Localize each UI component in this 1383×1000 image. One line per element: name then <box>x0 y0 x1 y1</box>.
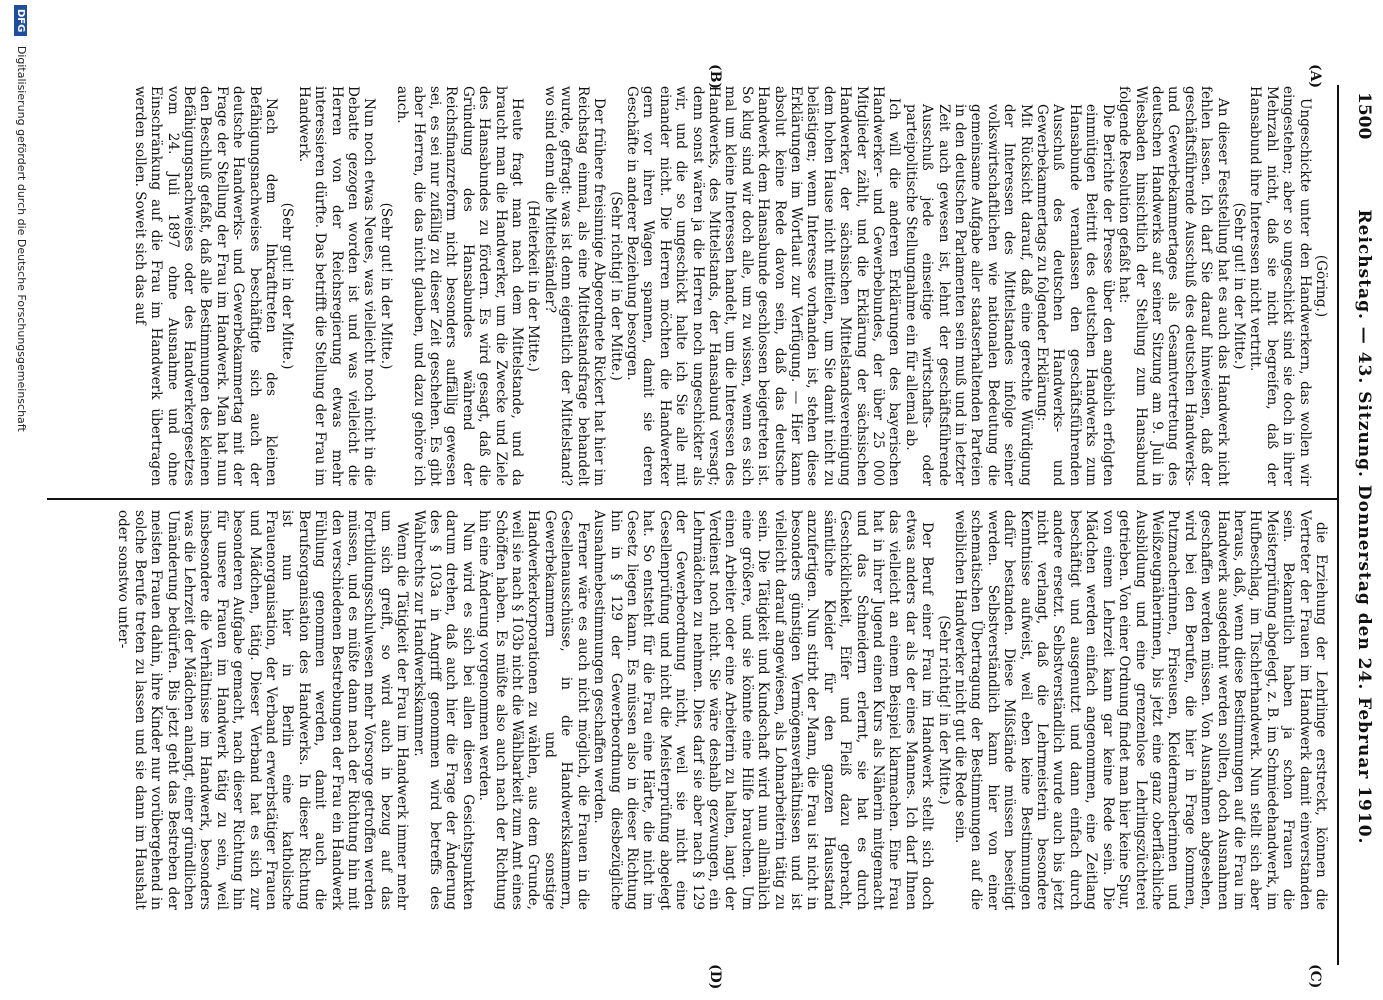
interjection: (Sehr richtig! in der Mitte.) <box>607 191 624 381</box>
paragraph: Mit Rücksicht darauf, daß eine gerechte Würdigung der Interessen des Mittelstandes infolge seiner volkswirtschaftlichen wie nationalen Bedeutung die gemeinsame Aufgabe aller staatserhaltenden Parteien in den deutschen Parlamenten sein muß und in letzter Zeit auch gewesen ist, lehnt der geschäftsführende Ausschuß jede einseitige wirtschafts- oder parteipolitische Stellungnahme ein für allemal ab. <box>902 104 1034 486</box>
paragraph: Die Berichte der Presse über den angeblich erfolgten einmütigen Beitritt des deutschen Handwerks zum Hansabunde veranlassen den geschäftsführenden Ausschuß des deutschen Handwerks- und Gewerbekammertags zu folgender Erklärung: <box>1034 104 1116 486</box>
interjection: (Heiterkeit in der Mitte.) <box>525 200 542 372</box>
paragraph: Ferner wäre es auch nicht möglich, die Frauen in die Gesellenausschüsse, in die Handwerkskammern, Gewerbekammern und sonstige Handwerkerkorporationen zu wählen, aus dem Grunde, weil sie nach § 103b nicht die Wählbarkeit zum Amt eines Schöffen haben. Es müßte also auch nach der Richtung hin eine Änderung vorgenommen werden. <box>476 510 591 910</box>
column-divider <box>47 498 1337 500</box>
paragraph: Heute fragt man nach dem Mittelstande, und da braucht man die Handwerker, um die Zwecke und Ziele des Hansabundes zu fördern. Es wird gesagt, daß die Gründung des Hansabundes während der Reichsfinanzreform nicht besonders auffällig gewesen sei, es sei nur zufällig zu dieser Zeit geschehen. Es gibt aber Herren, die das nicht glauben, und dazu gehöre ich auch. <box>394 86 526 486</box>
margin-marker-b: (B) <box>707 64 723 90</box>
paragraph: Ich will die anderen Erklärungen des bayerischen Handwerker- und Gewerbebundes, der über 25 000 Mitglieder zählt, und die Erklärung der sächsischen Handwerker, der sächsischen Mittelstandsvereinigung dem hohen Hause nicht mitteilen, um Sie damit nicht zu belästigen; wenn Interesse vorhanden ist, stehen diese Erklärungen im Wortlaut zur Verfügung. — Hier kann absolut keine Rede davon sein, daß das deutsche Handwerk dem Hansabunde geschlossen beigetreten ist. So klug sind wir doch alle, um zu wissen, wenn es sich mal um kleine Interessen handelt, um die Interessen des Handwerks, des Mittelstands, der Hansabund versagt; denn sonst wären ja die Herren noch ungeschickter als wir, und die so ungeschickt halte ich Sie alle mit einander nicht. Die Herren möchten die Handwerker gern vor ihren Wagen spannen, damit sie deren Geschäfte in anderer Beziehung besorgen. <box>623 86 903 486</box>
paragraph: Wenn die Tätigkeit der Frau im Handwerk immer mehr um sich greift, so wird auch in bezug auf das Fortbildungsschulwesen mehr Vorsorge getroffen werden müssen, und es müßte dann nach der Richtung hin mit den verschiedenen Bestrebungen der Frau ein Handwerk Fühlung genommen werden, damit auch die Berufsorganisation des Handwerks. In dieser Richtung ist nun hier in Berlin eine katholische Frauenorganisation, der Verband erwerbstätiger Frauen und Mädchen, tätig. Dieser Verband hat es sich zur besonderen Aufgabe gemacht, nach dieser Richtung hin für unsere Frauen im Handwerk tätig zu sein, weil insbesondere die Verhältnisse im Handwerk, besonders was die Lehrzeit der Mädchen anlangt, einer gründlichen Umänderung bedürfen. Bis jetzt geht das Bestreben der meisten Frauen dahin, ihre Kinder nur vorübergehend in solche Berufe treten zu lassen und sie dann im Haushalt oder sonstwo unter- <box>115 510 411 910</box>
page-number: 1500 <box>1354 92 1374 140</box>
left-text-column <box>59 86 1329 486</box>
paragraph: (Göring.) <box>1313 254 1329 318</box>
interjection: (Sehr richtig! in der Mitte.) <box>935 615 952 805</box>
margin-marker-a: (A) <box>1307 64 1323 89</box>
paragraph: An dieser Feststellung hat es auch das Handwerk nicht fehlen lassen. Ich darf Sie darauf hinweisen, daß der geschäftsführende Ausschuß des deutschen Handwerks- und Gewerbekammertages als Gesamtvertretung des deutschen Handwerks auf seiner Sitzung am 9. Juli in Wiesbaden hinsichtlich der Stellung zum Hansabund folgende Resolution gefaßt hat: <box>1116 86 1231 486</box>
paragraph: Ungeschickte unter den Handwerkern, das wollen wir eingestehen; aber so ungeschickt sind sie doch in ihrer Mehrzahl nicht, daß sie nicht begreifen, daß der Hansabund ihre Interessen nicht vertritt. <box>1247 86 1313 486</box>
right-text-column <box>59 510 1329 910</box>
interjection: (Sehr gut! in der Mitte.) <box>279 202 296 370</box>
footer-credit: Digitalisierung gefördert durch die Deutsche Forschungsgemeinschaft <box>15 45 28 432</box>
paragraph: Der frühere freisinnige Abgeordnete Rickert hat hier im Reichstag einmal, als eine Mittelstandsfrage behandelt wurde, gefragt: was ist denn eigentlich der Mittelstand? wo sind denn die Mittelständler? <box>541 86 608 486</box>
dfg-logo: DFG <box>14 5 27 36</box>
paragraph: Nach dem Inkrafttreten des kleinen Befähigungsnachweises beschäftigte sich auch der deutsche Handwerks- und Gewerbekammertag mit der Frage der Stellung der Frau im Handwerk. Man hat nun den Beschluß gefaßt, daß alle Bestimmungen des kleinen Befähigungsnachweises oder des Handwerkergesetzes vom 24. Juli 1897 ohne Ausnahme und ohne Einschränkung auf die Frau im Handwerk übertragen werden sollen. Soweit sich das auf <box>131 86 279 486</box>
paragraph: Nun noch etwas Neues, was vielleicht noch nicht in die Debatte gezogen worden ist und was vielleicht die Herren von der Reichsregierung etwas mehr interessieren dürfte. Das betrifft die Stellung der Frau im Handwerk. <box>295 86 378 486</box>
header-title: Reichstag. — 43. Sitzung. Donnerstag den 24. Februar 1910. <box>1354 209 1374 845</box>
margin-marker-d: (D) <box>707 964 723 990</box>
paragraph: Nun wird es sich bei allen diesen Gesichtspunkten darum drehen, daß auch hier die Frage der Änderung des § 103a in Angriff genommen wird betreffs des Wahlrechts zur Handwerkskammer. <box>410 510 476 910</box>
interjection: (Sehr gut! in der Mitte.) <box>1230 202 1247 370</box>
running-header <box>1344 92 1378 962</box>
header-rule <box>1337 85 1339 965</box>
digitization-footer <box>4 5 28 995</box>
margin-marker-c: (C) <box>1307 964 1323 989</box>
paragraph: Der Beruf einer Frau im Handwerk stellt sich doch etwas anders dar als der eines Mannes. Ich darf Ihnen das vielleicht an einem Beispiel klarmachen. Eine Frau hat in ihrer Jugend einen Kurs als Näherin mitgemacht und das Schneidern erlernt, sie hat es durch Geschicklichkeit, Eifer und Fleiß dazu gebracht, sämtliche Kleider für den ganzen Hausstand anzufertigen. Nun stirbt der Mann, die Frau ist nicht in besonders günstigen Vermögensverhältnissen und ist vielleicht darauf angewiesen, als Lohnarbeiterin tätig zu sein. Die Tätigkeit und Kundschaft wird nun allmählich eine größere, und sie könnte eine Hilfe brauchen. Um einen Arbeiter oder eine Arbeiterin zu halten, langt der Verdienst noch nicht. Sie wäre deshalb gezwungen, ein Lehrmädchen zu nehmen. Dies darf sie aber nach § 129 der Gewerbeordnung nicht, weil sie nicht eine Gesellenprüfung und nicht die Meisterprüfung abgelegt hat. So entsteht für die Frau eine Härte, die nicht im Gesetz liegen kann. Es müssen also in dieser Richtung hin in § 129 der Gewerbeordnung diesbezügliche Ausnahmebestimmungen geschaffen werden. <box>591 510 936 910</box>
interjection: (Sehr gut! in der Mitte.) <box>377 202 394 370</box>
paragraph: die Erziehung der Lehrlinge erstreckt, können die Vertreter der Frauen im Handwerk damit einverstanden sein. Bekanntlich haben ja schon Frauen die Meisterprüfung abgelegt, z. B. im Schmiedehandwerk, im Hufbeschlag, im Tischlerhandwerk. Nun stellt sich aber heraus, daß, wenn diese Bestimmungen auf die Frau im Handwerk ausgedehnt werden sollten, doch Ausnahmen geschaffen werden müssen. Von Ausnahmen abgesehen, wird bei den Berufen, die hier in Frage kommen, Putzmacherinnen, Friseusen, Kleidermacherinnen und Weißzeugnäherinnen, bis jetzt eine ganz oberflächliche Ausbildung und eine grenzenlose Lehrlingszüchterei getrieben. Von einer Ordnung findet man hier keine Spur, von einem Lehrzeit kann gar keine Rede sein. Die Mädchen werden einfach angenommen, eine Zeitlang beschäftigt und ausgenutzt und dann einfach durch andere ersetzt. Selbstverständlich wurde auch bis jetzt nicht verlangt, daß die Lehrmeisterin besondere Kenntnisse aufweist, weil eben keine Bestimmungen dafür bestanden. Diese Mißstände müssen beseitigt werden. Selbstverständlich kann hier von einer schematischen Übertragung der Bestimmungen auf die weiblichen Handwerker nicht gut die Rede sein. <box>952 510 1329 910</box>
